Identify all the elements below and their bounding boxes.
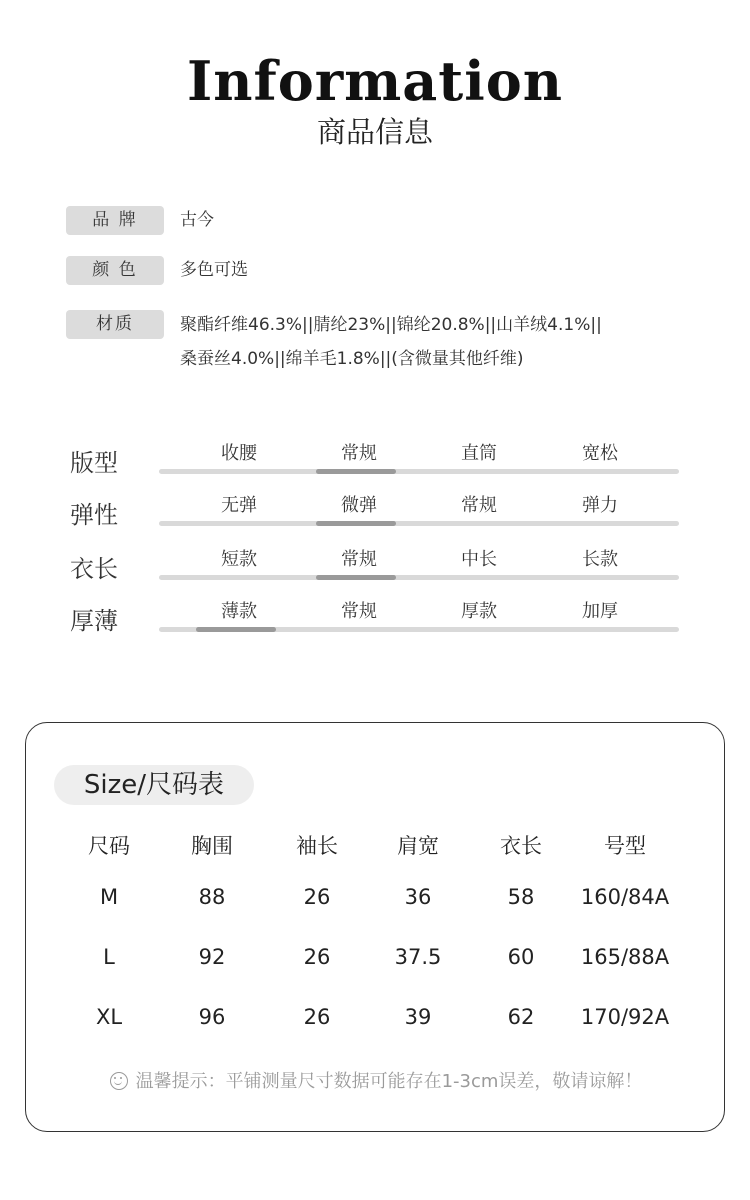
size-cell: XL xyxy=(95,1005,123,1029)
attr-indicator xyxy=(316,521,396,526)
attr-option: 薄款 xyxy=(221,601,257,622)
attr-row-elasticity xyxy=(70,494,690,540)
attr-option: 宽松 xyxy=(582,443,618,464)
size-cell: 58 xyxy=(507,885,535,909)
size-header-cell: 号型 xyxy=(604,834,646,858)
attr-option: 中长 xyxy=(461,549,497,570)
size-cell: 39 xyxy=(404,1005,432,1029)
size-cell: 37.5 xyxy=(394,945,442,969)
page-title: Information xyxy=(186,49,564,113)
size-cell: 170/92A xyxy=(580,1005,670,1029)
size-chart-title: Size/尺码表 xyxy=(54,765,254,805)
attr-indicator xyxy=(316,469,396,474)
attr-option: 常规 xyxy=(341,549,377,570)
size-cell: 36 xyxy=(404,885,432,909)
size-header-cell: 胸围 xyxy=(191,834,233,858)
info-value-material xyxy=(180,308,700,376)
size-header-cell: 肩宽 xyxy=(397,834,439,858)
attr-option: 厚款 xyxy=(461,601,497,622)
page-subtitle: 商品信息 xyxy=(316,115,433,149)
attr-track xyxy=(159,575,679,580)
size-cell: 92 xyxy=(198,945,226,969)
size-cell: 88 xyxy=(198,885,226,909)
info-label-material: 材质 xyxy=(66,310,164,339)
material-line-2: 桑蚕丝4.0%||绵羊毛1.8%||(含微量其他纤维) xyxy=(180,349,524,369)
material-line-1: 聚酯纤维46.3%||腈纶23%||锦纶20.8%||山羊绒4.1%|| xyxy=(180,315,602,335)
attr-option: 常规 xyxy=(461,495,497,516)
size-cell: 26 xyxy=(303,945,331,969)
attr-indicator xyxy=(316,575,396,580)
attr-option: 直筒 xyxy=(461,443,497,464)
info-value-color: 多色可选 xyxy=(180,260,248,280)
size-cell: 96 xyxy=(198,1005,226,1029)
info-label-brand: 品 牌 xyxy=(66,206,164,235)
size-cell: 165/88A xyxy=(580,945,670,969)
attr-row-length xyxy=(70,548,690,594)
attr-row-thickness xyxy=(70,600,690,646)
size-cell: 26 xyxy=(303,1005,331,1029)
size-chart-card xyxy=(25,722,725,1132)
info-label-color: 颜 色 xyxy=(66,256,164,285)
size-cell: M xyxy=(99,885,119,909)
size-cell: 160/84A xyxy=(580,885,670,909)
attr-name-thickness: 厚薄 xyxy=(70,607,118,635)
attr-row-fit xyxy=(70,442,690,488)
attr-option: 无弹 xyxy=(221,495,257,516)
attr-track xyxy=(159,521,679,526)
size-header-cell: 袖长 xyxy=(296,834,338,858)
size-cell: 26 xyxy=(303,885,331,909)
measurement-note-text: 温馨提示：平铺测量尺寸数据可能存在1-3cm误差，敬请谅解！ xyxy=(135,1071,643,1092)
size-cell: 62 xyxy=(507,1005,535,1029)
attr-option: 收腰 xyxy=(221,443,257,464)
smile-icon xyxy=(110,1072,128,1090)
attr-track xyxy=(159,469,679,474)
info-value-brand: 古今 xyxy=(180,210,214,230)
measurement-note xyxy=(26,1069,726,1095)
attr-option: 短款 xyxy=(221,549,257,570)
attr-option: 弹力 xyxy=(582,495,618,516)
attr-indicator xyxy=(196,627,276,632)
attr-option: 微弹 xyxy=(341,495,377,516)
size-header-cell: 尺码 xyxy=(88,834,130,858)
attr-option: 常规 xyxy=(341,443,377,464)
size-header-cell: 衣长 xyxy=(500,834,542,858)
attr-name-length: 衣长 xyxy=(70,555,118,583)
attr-option: 加厚 xyxy=(582,601,618,622)
size-cell: 60 xyxy=(507,945,535,969)
attr-name-fit: 版型 xyxy=(70,449,118,477)
attr-name-elasticity: 弹性 xyxy=(70,501,118,529)
attr-option: 长款 xyxy=(582,549,618,570)
attr-option: 常规 xyxy=(341,601,377,622)
size-cell: L xyxy=(103,945,115,969)
